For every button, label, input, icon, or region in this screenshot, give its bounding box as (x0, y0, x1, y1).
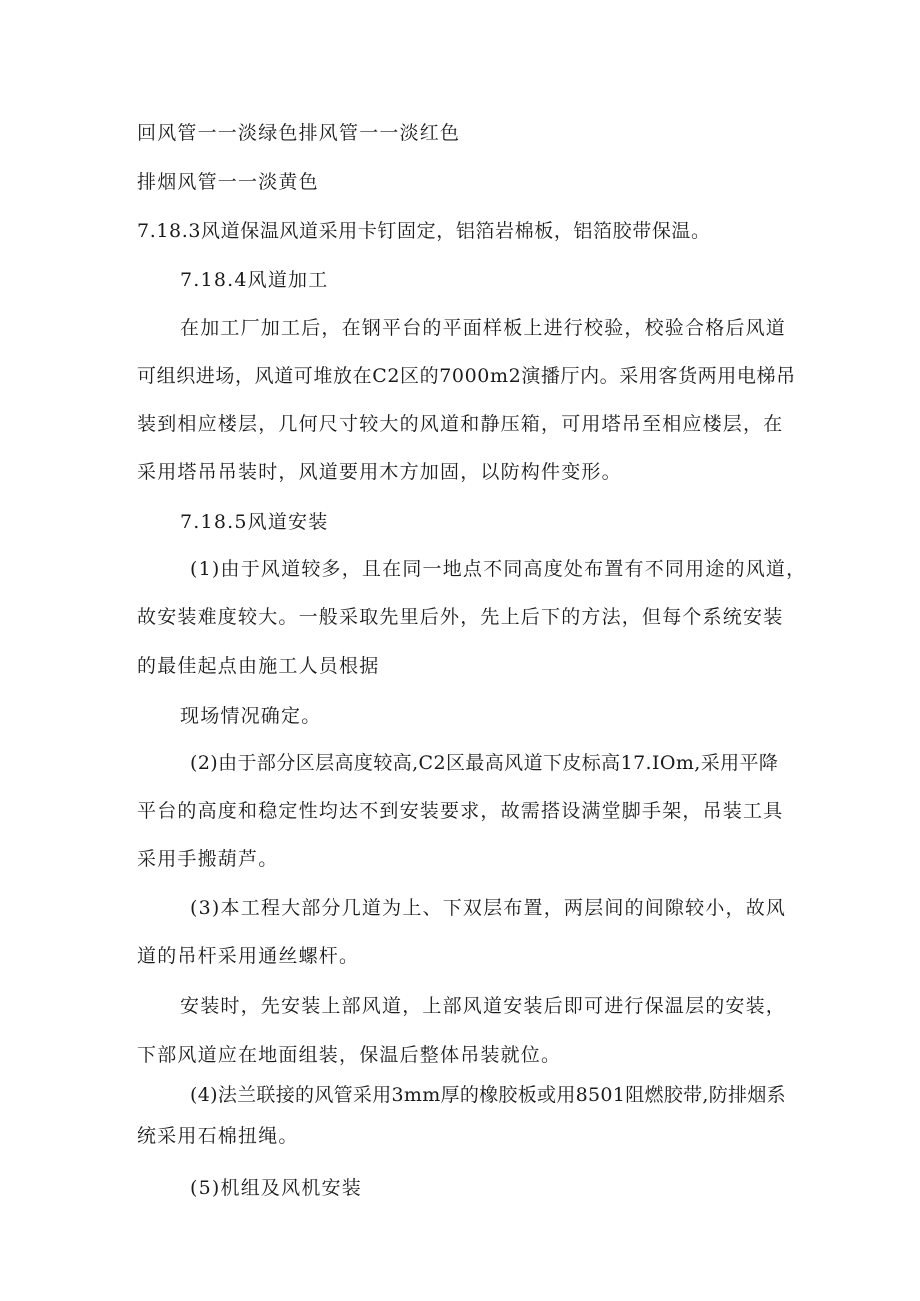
paragraph-line: 可组织进场，风道可堆放在C2区的7000m2演播厅内。采用客货两用电梯吊 (137, 365, 796, 387)
text-line-return-duct: 回风管一一淡绿色排风管一一淡红色 (137, 122, 461, 144)
paragraph-line: 采用塔吊吊装时，风道要用木方加固，以防构件变形。 (137, 461, 622, 483)
text-line-smoke-duct: 排烟风管一一淡黄色 (137, 171, 319, 193)
list-item-3: (3)本工程大部分几道为上、下双层布置，两层间的间隙较小，故风 (190, 897, 787, 919)
paragraph-line: 故安装难度较大。一般采取先里后外，先上后下的方法，但每个系统安装 (137, 606, 784, 628)
paragraph-line: 统采用石棉扭绳。 (137, 1125, 299, 1147)
heading-7-18-4: 7.18.4风道加工 (180, 269, 329, 291)
paragraph-line: 的最佳起点由施工人员根据 (137, 655, 380, 677)
paragraph-line: 下部风道应在地面组装，保温后整体吊装就位。 (137, 1044, 562, 1066)
list-item-5: (5)机组及风机安装 (190, 1177, 362, 1199)
paragraph-line: 装到相应楼层，几何尺寸较大的风道和静压箱，可用塔吊至相应楼层，在 (137, 413, 784, 435)
paragraph-line: 现场情况确定。 (180, 705, 322, 727)
heading-7-18-5: 7.18.5风道安装 (180, 511, 329, 533)
list-item-2: (2)由于部分区层高度较高,C2区最高风道下皮标高17.IOm,采用平降 (190, 752, 779, 774)
list-item-1: (1)由于风道较多，且在同一地点不同高度处布置有不同用途的风道， (190, 558, 807, 580)
paragraph-line: 平台的高度和稳定性均达不到安装要求，故需搭设满堂脚手架，吊装工具 (137, 800, 784, 822)
section-7-18-3: 7.18.3风道保温风道采用卡钉固定，铝箔岩棉板，铝箔胶带保温。 (137, 220, 711, 242)
list-item-4: (4)法兰联接的风管采用3mm厚的橡胶板或用8501阻燃胶带,防排烟系 (190, 1084, 786, 1106)
paragraph-line: 采用手搬葫芦。 (137, 848, 279, 870)
paragraph-line: 安装时，先安装上部风道，上部风道安装后即可进行保温层的安装， (180, 995, 787, 1017)
paragraph-line: 道的吊杆采用通丝螺杆。 (137, 945, 360, 967)
paragraph-line: 在加工厂加工后，在钢平台的平面样板上进行校验，校验合格后风道 (180, 317, 787, 339)
